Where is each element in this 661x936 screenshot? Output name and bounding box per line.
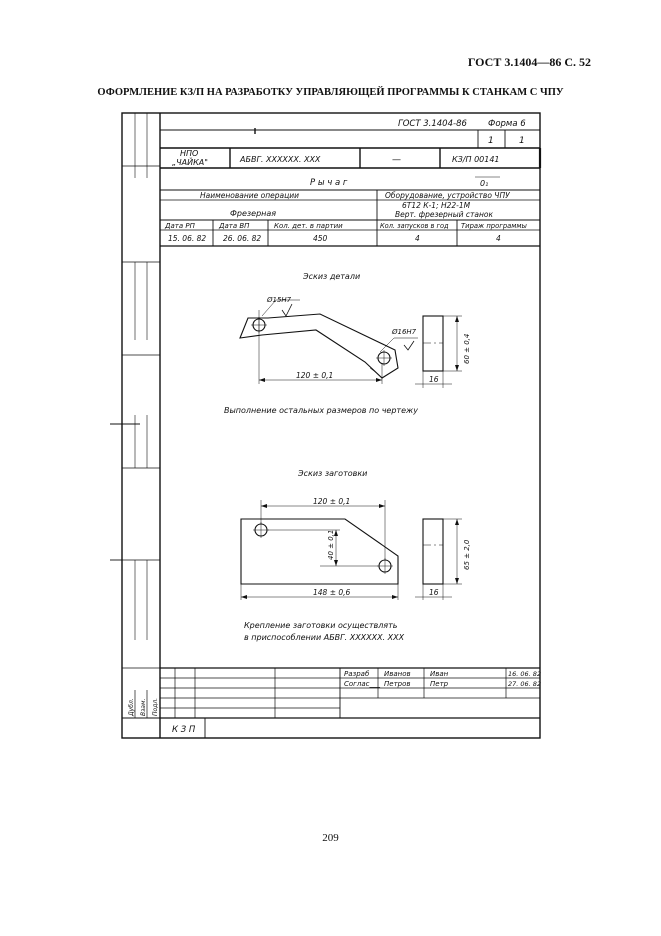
part-note: Выполнение остальных размеров по чертежу — [224, 406, 418, 415]
col-date-rp: Дата РП — [165, 222, 195, 230]
col-date-vp: Дата ВП — [219, 222, 250, 230]
sketch-blank-title: Эскиз заготовки — [298, 469, 368, 478]
footer-code: К З П — [172, 725, 196, 735]
dim-hole-1: Ø15Н7 — [267, 296, 292, 304]
dim-blank-mid: 40 ± 0,1 — [327, 529, 335, 560]
dim-blank-thickness: 16 — [429, 588, 439, 597]
sign-role-1: Разраб — [344, 670, 370, 678]
org-name-line2: „ЧАЙКА" — [172, 158, 208, 167]
sign-date-1: 16. 06. 82 — [508, 670, 542, 678]
dim-blank-length: 148 ± 0,6 — [313, 588, 351, 597]
side-label-vzam: Взам. — [140, 698, 147, 716]
val-date-vp: 26. 06. 82 — [223, 234, 262, 243]
val-edition: 4 — [496, 234, 501, 243]
sheets-total: 1 — [519, 136, 525, 146]
signature-1: Иван — [430, 670, 449, 678]
gost-number: ГОСТ 3.1404-86 — [398, 119, 467, 129]
operation-header: Наименование операции — [200, 191, 299, 200]
dim-part-thickness: 16 — [429, 375, 439, 384]
document-code: АБВГ. XXXXXX. XXX — [240, 155, 321, 164]
col-program-edition: Тираж программы — [461, 222, 527, 230]
col-launch-per-year: Кол. запусков в год — [380, 222, 449, 230]
form-number: Форма 6 — [488, 119, 526, 129]
dim-part-length: 120 ± 0,1 — [296, 371, 334, 380]
o1-mark: 0₁ — [480, 179, 489, 188]
form-frame — [122, 113, 540, 738]
side-label-podl: Подл. — [152, 697, 159, 716]
page-number: 209 — [322, 832, 339, 844]
dim-blank-top: 120 ± 0,1 — [313, 497, 351, 506]
dash-cell: — — [392, 155, 401, 165]
page-heading: ОФОРМЛЕНИЕ КЗ/П НА РАЗРАБОТКУ УПРАВЛЯЮЩЕЙ ПРОГРАММЫ К СТАНКАМ С ЧПУ — [97, 87, 564, 98]
operation-value: Фрезерная — [230, 209, 277, 218]
sign-date-2: 27. 06. 82 — [508, 680, 542, 688]
part-name: Р ы ч а г — [310, 178, 348, 188]
equipment-line2: Верт. фрезерный станок — [395, 210, 494, 219]
sign-name-1: Иванов — [384, 670, 411, 678]
val-qty-batch: 450 — [313, 234, 328, 243]
dim-part-height: 60 ± 0,4 — [463, 333, 471, 364]
blank-note-line1: Крепление заготовки осуществлять — [244, 621, 398, 630]
sign-role-2: Соглас___ — [344, 680, 380, 688]
standard-reference: ГОСТ 3.1404—86 С. 52 — [467, 55, 591, 69]
sign-name-2: Петров — [384, 680, 411, 688]
val-date-rp: 15. 06. 82 — [168, 234, 207, 243]
org-name-line1: НПО — [180, 149, 199, 158]
signature-2: Петр — [430, 680, 449, 688]
sheet-number: 1 — [488, 136, 494, 146]
val-launch: 4 — [415, 234, 420, 243]
kzp-code: КЗ/П 00141 — [452, 155, 500, 164]
blank-drawing — [241, 500, 462, 600]
equipment-header: Оборудование, устройство ЧПУ — [385, 191, 510, 200]
dim-hole-2: Ø16Н7 — [392, 328, 417, 336]
blank-note-line2: в приспособлении АБВГ. XXXXXX. XXX — [244, 633, 405, 642]
dim-blank-height: 65 ± 2,0 — [463, 539, 471, 570]
col-qty-batch: Кол. дет. в партии — [274, 222, 343, 230]
side-label-dubl: Дубл. — [128, 698, 135, 716]
equipment-line1: 6Т12 К-1; Н22-1М — [402, 201, 471, 210]
sketch-part-title: Эскиз детали — [303, 272, 361, 281]
